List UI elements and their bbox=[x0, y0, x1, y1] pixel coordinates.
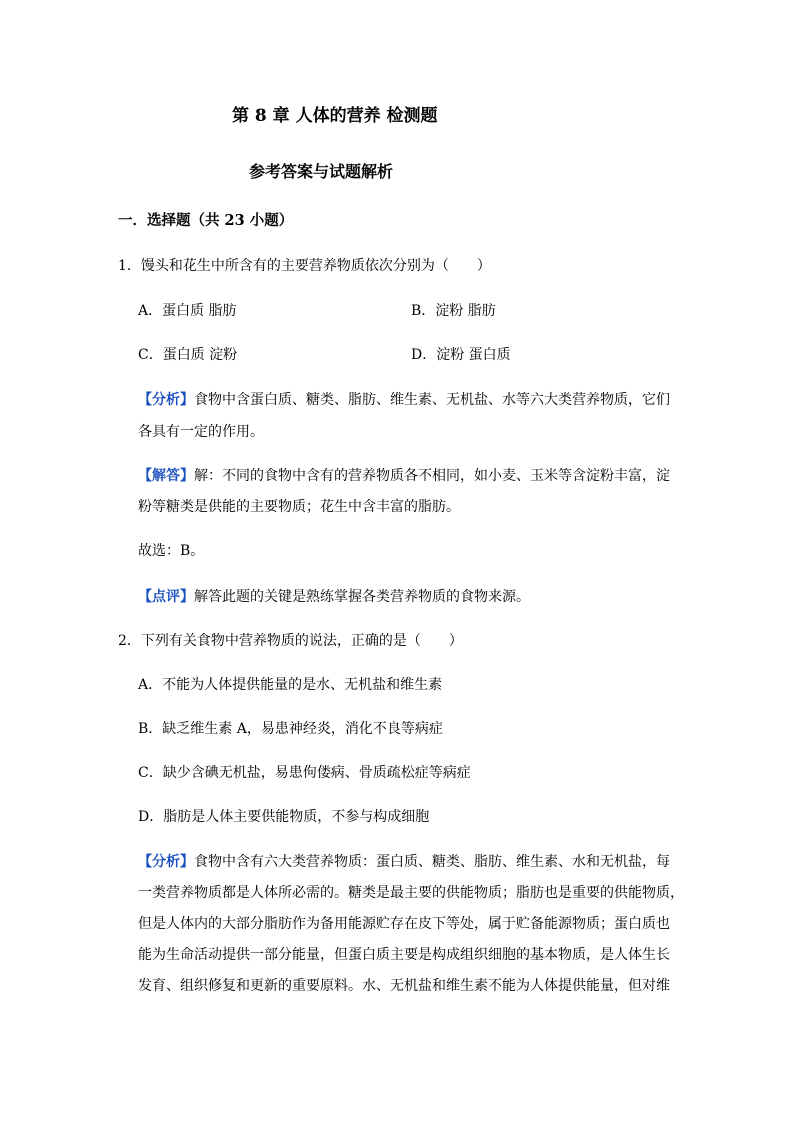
section-heading: 一．选择题（共 23 小题） bbox=[118, 212, 294, 229]
analysis-line: 各具有一定的作用。 bbox=[138, 424, 264, 440]
analysis-tag: 【分析】 bbox=[138, 392, 194, 408]
option-a: A．蛋白质 脂肪 bbox=[138, 303, 237, 319]
analysis-text: 食物中含蛋白质、糖类、脂肪、维生素、无机盐、水等六大类营养物质，它们 bbox=[194, 392, 670, 408]
option-c: C．缺少含碘无机盐，易患佝偻病、骨质疏松症等病症 bbox=[138, 765, 471, 781]
option-d: D．淀粉 蛋白质 bbox=[411, 347, 511, 363]
comment-text: 解答此题的关键是熟练掌握各类营养物质的食物来源。 bbox=[194, 589, 530, 605]
choice-line: 故选：B。 bbox=[138, 543, 205, 559]
question-stem: 2．下列有关食物中营养物质的说法，正确的是（ ） bbox=[118, 633, 463, 649]
answer-tag: 【解答】 bbox=[138, 468, 194, 484]
analysis-line bbox=[138, 855, 670, 869]
page-subtitle: 参考答案与试题解析 bbox=[249, 162, 394, 181]
option-c: C．蛋白质 淀粉 bbox=[138, 347, 238, 363]
option-d: D．脂肪是人体主要供能物质，不参与构成细胞 bbox=[138, 809, 430, 825]
option-b: B．缺乏维生素 A，易患神经炎，消化不良等病症 bbox=[138, 721, 443, 737]
page-title: 第 8 章 人体的营养 检测题 bbox=[232, 106, 438, 126]
analysis-text: 食物中含有六大类营养物质：蛋白质、糖类、脂肪、维生素、水和无机盐，每 bbox=[194, 854, 670, 870]
analysis-line: 能为生命活动提供一部分能量，但蛋白质主要是构成组织细胞的基本物质，是人体生长 bbox=[138, 947, 670, 963]
answer-line: 粉等糖类是供能的主要物质；花生中含丰富的脂肪。 bbox=[138, 499, 460, 515]
answer-line bbox=[138, 469, 670, 483]
option-a: A．不能为人体提供能量的是水、无机盐和维生素 bbox=[138, 677, 443, 693]
option-b: B．淀粉 脂肪 bbox=[411, 303, 496, 319]
question-stem: 1．馒头和花生中所含有的主要营养物质依次分别为（ ） bbox=[118, 258, 491, 274]
analysis-line: 发育、组织修复和更新的重要原料。水、无机盐和维生素不能为人体提供能量，但对维 bbox=[138, 978, 670, 994]
analysis-line: 一类营养物质都是人体所必需的。糖类是最主要的供能物质；脂肪也是重要的供能物质， bbox=[138, 885, 684, 901]
comment-tag: 【点评】 bbox=[138, 589, 194, 605]
analysis-tag: 【分析】 bbox=[138, 854, 194, 870]
analysis-line bbox=[138, 393, 670, 407]
answer-text: 解：不同的食物中含有的营养物质各不相同，如小麦、玉米等含淀粉丰富，淀 bbox=[194, 468, 670, 484]
analysis-line: 但是人体内的大部分脂肪作为备用能源贮存在皮下等处，属于贮备能源物质；蛋白质也 bbox=[138, 916, 670, 932]
comment-line bbox=[138, 590, 530, 604]
